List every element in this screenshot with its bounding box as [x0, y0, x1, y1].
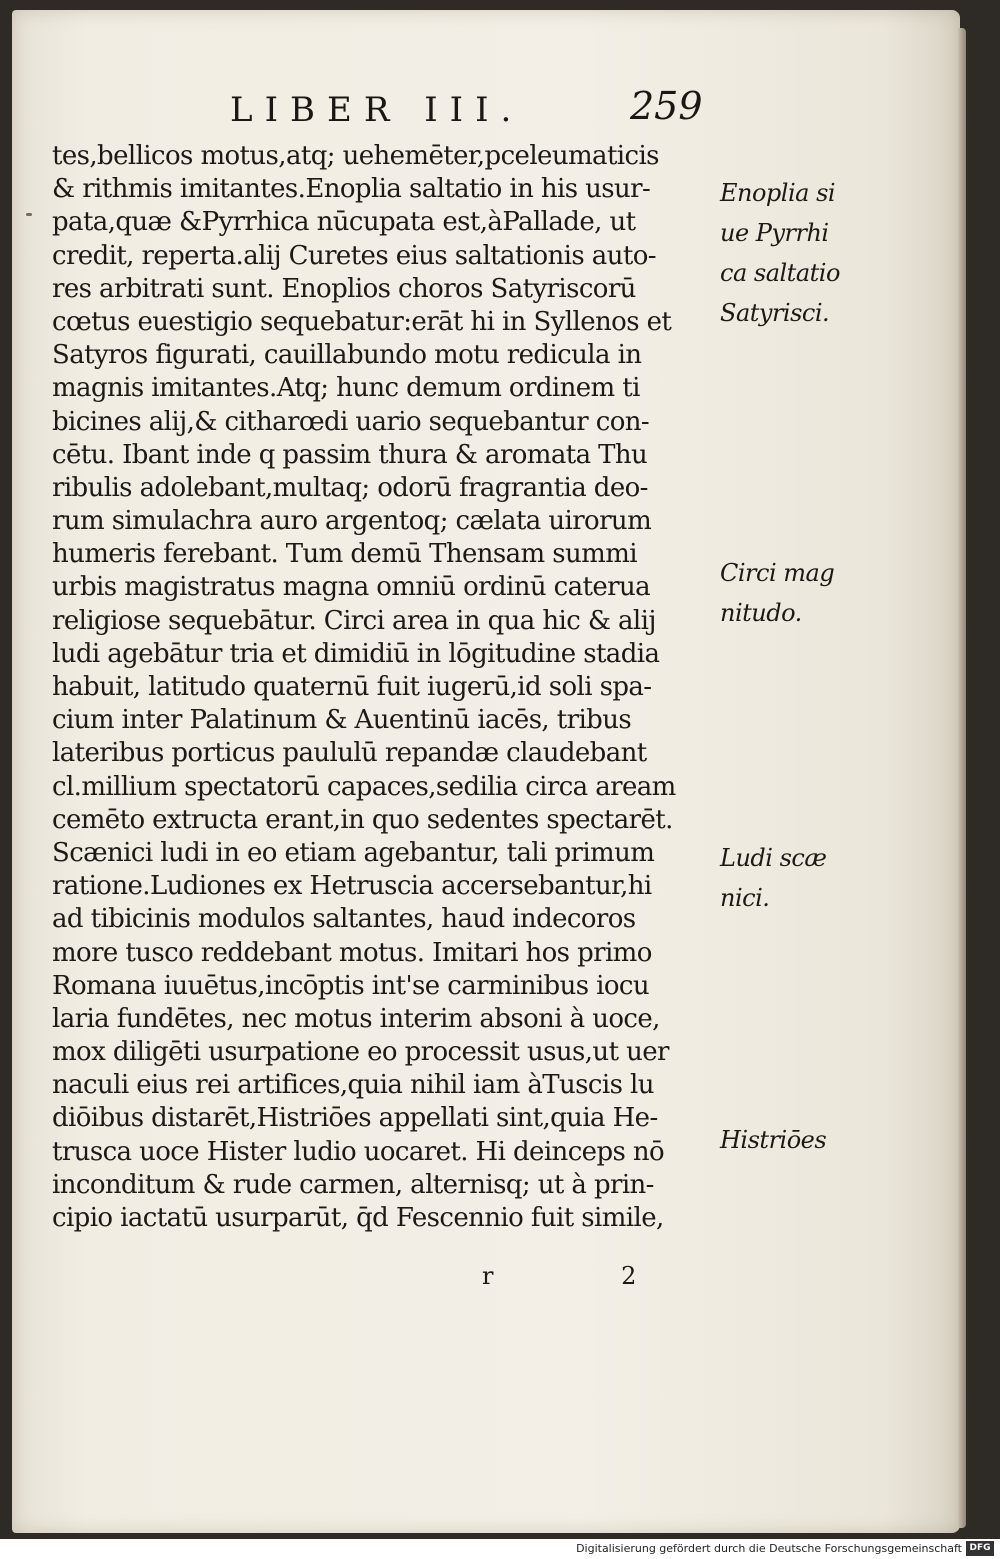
text-line: ludi agebātur tria et dimidiū in lōgitudine stadia	[52, 638, 660, 669]
text-line: cium inter Palatinum & Auentinū iacēs, tribus	[52, 705, 632, 736]
text-line: cl.millium spectatorū capaces,sedilia circa aream	[52, 771, 676, 802]
text-line: mox diligēti usurpatione eo processit usus,ut uer	[52, 1037, 669, 1068]
marginal-note-ludi	[720, 838, 860, 918]
marginal-note-line: Satyrisci.	[720, 299, 830, 327]
text-line: cœtus euestigio sequebatur:erāt hi in Syllenos et	[52, 306, 672, 337]
text-line: religiose sequebātur. Circi area in qua hic & alij	[52, 605, 656, 636]
text-line: humeris ferebant. Tum demū Thensam summi	[52, 539, 637, 570]
text-line: Satyros figurati, cauillabundo motu redicula in	[52, 340, 642, 371]
text-line: habuit, latitudo quaternū fuit iugerū,id soli spa-	[52, 672, 652, 702]
text-line: ad tibicinis modulos saltantes, haud indecoros	[52, 904, 636, 935]
marginal-note-enoplia	[720, 173, 860, 333]
text-line: cemēto extructa erant,in quo sedentes spectarēt.	[52, 804, 673, 835]
marginal-note-line: Histriōes	[720, 1126, 827, 1154]
text-line: naculi eius rei artifices,quia nihil iam àTuscis lu	[52, 1070, 654, 1101]
text-line: diōibus distarēt,Histriōes appellati sint,quia He-	[52, 1103, 658, 1134]
text-line: more tusco reddebant motus. Imitari hos primo	[52, 937, 652, 968]
marginal-note-histriones	[720, 1120, 860, 1160]
text-line: ribulis adolebant,multaq; odorū fragrantia deo-	[52, 472, 648, 503]
text-line: ratione.Ludiones ex Hetruscia accersebantur,hi	[52, 871, 652, 902]
marginal-note-line: Ludi scæ	[720, 844, 827, 872]
text-line: magnis imitantes.Atq; hunc demum ordinem ti	[52, 373, 640, 404]
page-edge	[958, 28, 966, 1528]
marginal-note-line: ca saltatio	[720, 259, 840, 287]
body-text	[52, 140, 732, 1235]
marginal-note-circi	[720, 553, 860, 633]
text-line: cētu. Ibant inde q passim thura & aromata Thu	[52, 439, 648, 470]
marginal-note-line: ue Pyrrhi	[720, 219, 829, 247]
text-line: urbis magistratus magna omniū ordinū caterua	[52, 572, 651, 603]
marginal-note-line: nici.	[720, 884, 770, 912]
text-line: trusca uoce Hister ludio uocaret. Hi deinceps nō	[52, 1136, 665, 1167]
ink-speck	[26, 213, 32, 216]
text-line: & rithmis imitantes.Enoplia saltatio in his usur-	[52, 174, 651, 205]
text-line: Romana iuuētus,incōptis int'se carminibus iocu	[52, 970, 650, 1001]
marginal-note-line: Circi mag	[720, 559, 835, 587]
text-line: cipio iactatū usurparūt, q̄d Fescennio fuit simile,	[52, 1203, 664, 1233]
book-page	[12, 10, 960, 1533]
text-line: res arbitrati sunt. Enoplios choros Satyriscorū	[52, 273, 636, 304]
text-line: laria fundētes, nec motus interim absoni à uoce,	[52, 1003, 660, 1034]
text-line: inconditum & rude carmen, alternisq; ut à prin-	[52, 1169, 654, 1200]
text-line: credit, reperta.alij Curetes eius saltationis auto-	[52, 240, 656, 271]
text-line: tes,bellicos motus,atq; uehemēter,pceleumaticis	[52, 141, 659, 171]
dfg-logo-icon: DFG	[966, 1541, 994, 1556]
text-line: rum simulachra auro argentoq; cælata uirorum	[52, 506, 652, 537]
marginal-note-line: Enoplia si	[720, 179, 836, 207]
text-line: pata,quæ &Pyrrhica nūcupata est,àPallade, ut	[52, 207, 636, 238]
text-line: Scænici ludi in eo etiam agebantur, tali primum	[52, 837, 655, 868]
text-line: bicines alij,& citharœdi uario sequebantur con-	[52, 406, 650, 437]
running-title: LIBER III.	[230, 90, 524, 130]
footer-bar	[0, 1539, 1000, 1559]
text-line: lateribus porticus paululū repandæ claudebant	[52, 738, 647, 769]
folio-number: 259	[630, 84, 703, 128]
marginal-note-line: nitudo.	[720, 599, 802, 627]
running-head	[12, 84, 960, 140]
footer-credit: Digitalisierung gefördert durch die Deutsche Forschungsgemeinschaft	[576, 1542, 962, 1555]
signature-mark: r 2	[482, 1262, 697, 1290]
